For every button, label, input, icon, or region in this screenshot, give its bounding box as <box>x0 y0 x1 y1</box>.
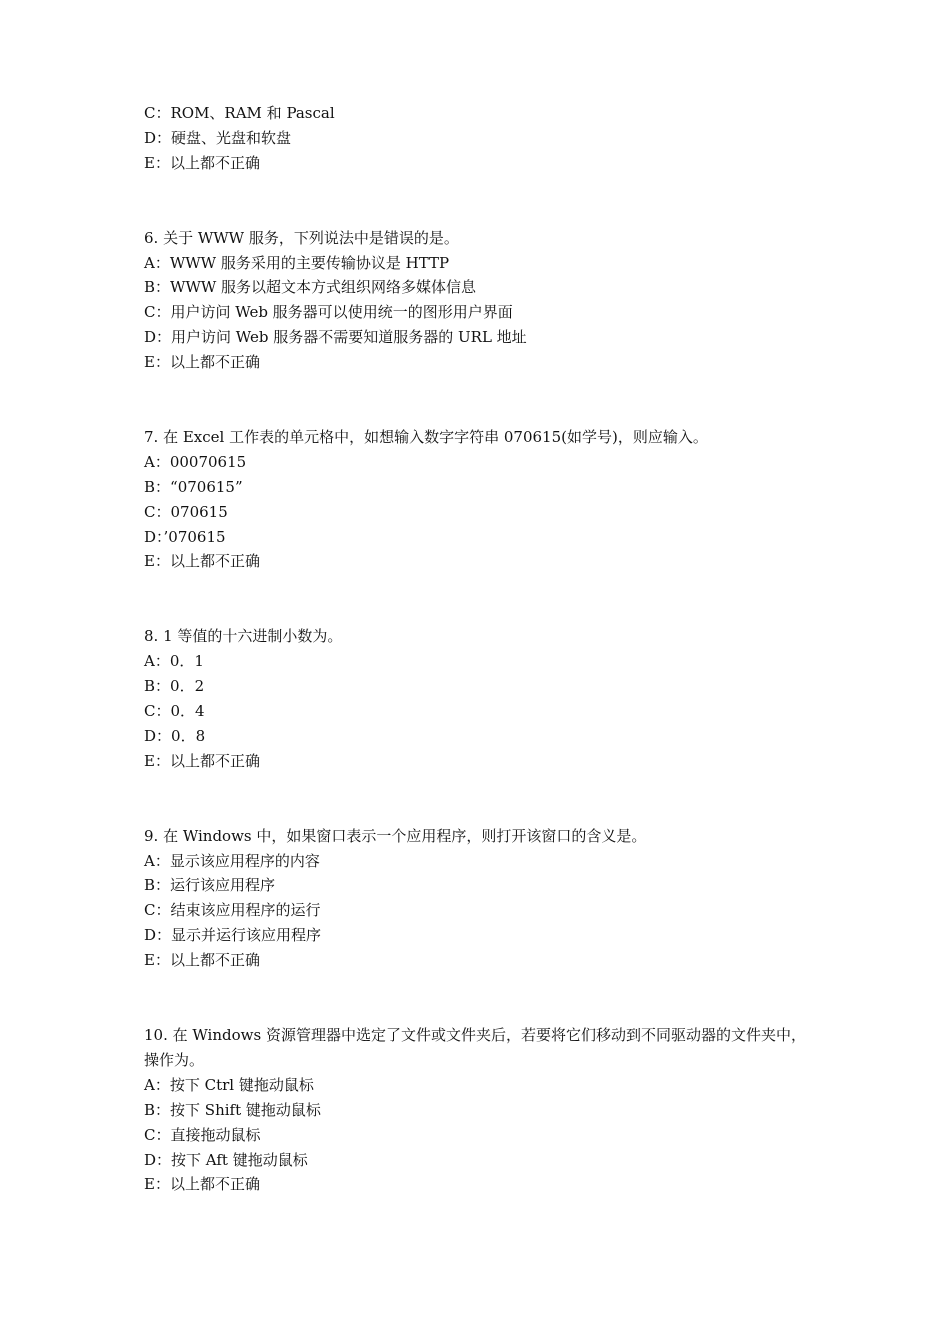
option-e: E：以上都不正确 <box>144 1175 260 1194</box>
option-e: E：以上都不正确 <box>144 552 260 571</box>
question-9 <box>144 824 824 973</box>
option-a: A：WWW 服务采用的主要传输协议是 HTTP <box>144 253 450 272</box>
option-b: B：“070615” <box>144 477 243 496</box>
spacer <box>144 176 824 226</box>
option-d: D：0．8 <box>144 726 206 745</box>
option-a: A：按下 Ctrl 键拖动鼠标 <box>144 1075 314 1094</box>
spacer <box>144 973 824 1023</box>
question-8 <box>144 624 824 773</box>
question-text: 6. 关于 WWW 服务，下列说法中是错误的是。 <box>144 228 459 247</box>
option-b: B：运行该应用程序 <box>144 876 276 895</box>
document-page <box>144 101 824 1197</box>
spacer <box>144 574 824 624</box>
option-d: D：用户访问 Web 服务器不需要知道服务器的 URL 地址 <box>144 328 527 347</box>
option-b: B：0．2 <box>144 677 205 696</box>
option-d: D：硬盘、光盘和软盘 <box>144 128 292 147</box>
question-5-continuation <box>144 101 824 176</box>
option-d: D：显示并运行该应用程序 <box>144 926 322 945</box>
question-text: 10. 在 Windows 资源管理器中选定了文件或文件夹后，若要将它们移动到不同驱动器的文件夹中，操作为。 <box>144 1026 806 1069</box>
option-b: B：按下 Shift 键拖动鼠标 <box>144 1100 321 1119</box>
option-c: C：直接拖动鼠标 <box>144 1125 261 1144</box>
option-a: A：00070615 <box>144 452 247 471</box>
option-b: B：WWW 服务以超文本方式组织网络多媒体信息 <box>144 278 477 297</box>
question-text: 8. 1 等值的十六进制小数为。 <box>144 627 343 646</box>
spacer <box>144 375 824 425</box>
option-c: C：ROM、RAM 和 Pascal <box>144 104 335 122</box>
question-7 <box>144 425 824 574</box>
option-d: D：’070615 <box>144 527 226 546</box>
spacer <box>144 774 824 824</box>
option-d: D：按下 Aft 键拖动鼠标 <box>144 1150 308 1169</box>
option-c: C：0．4 <box>144 702 205 721</box>
option-e: E：以上都不正确 <box>144 353 260 372</box>
option-a: A：显示该应用程序的内容 <box>144 851 320 870</box>
option-c: C：070615 <box>144 502 228 521</box>
option-c: C：结束该应用程序的运行 <box>144 901 321 920</box>
question-text: 9. 在 Windows 中，如果窗口表示一个应用程序，则打开该窗口的含义是。 <box>144 826 647 845</box>
question-text: 7. 在 Excel 工作表的单元格中，如想输入数字字符串 070615(如学号)，则应输入。 <box>144 428 708 447</box>
option-e: E：以上都不正确 <box>144 951 260 970</box>
option-c: C：用户访问 Web 服务器可以使用统一的图形用户界面 <box>144 303 513 322</box>
question-10 <box>144 1023 824 1197</box>
option-a: A：0．1 <box>144 652 204 671</box>
option-e: E：以上都不正确 <box>144 751 260 770</box>
question-6 <box>144 226 824 375</box>
option-e: E：以上都不正确 <box>144 153 260 172</box>
